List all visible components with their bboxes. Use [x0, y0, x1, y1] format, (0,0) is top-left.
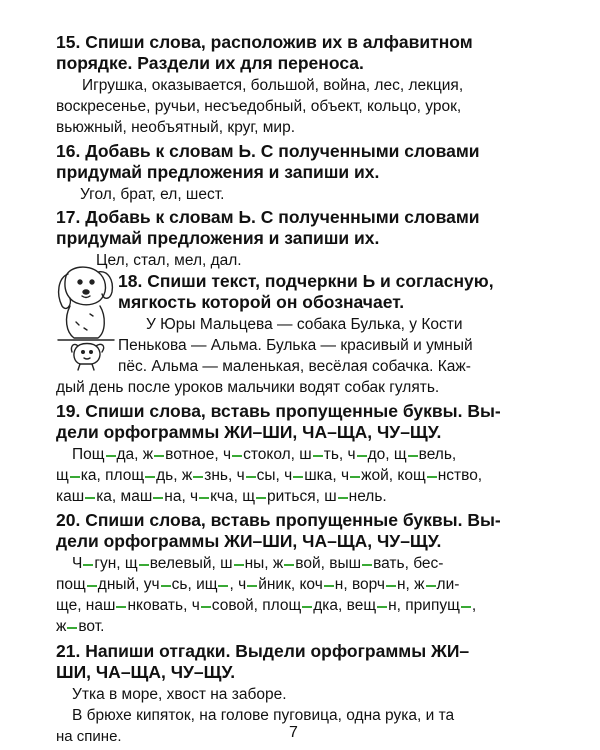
- missing-letter-blank: [256, 497, 266, 499]
- word-fragment: шка, ч: [304, 467, 350, 484]
- exercise-20-heading-line-2: дели орфограммы ЖИ–ШИ, ЧА–ЩА, ЧУ–ЩУ.: [56, 531, 442, 551]
- exercise-18-heading-line-2: мягкость которой он обозначает.: [118, 292, 405, 312]
- page-number: 7: [289, 724, 298, 741]
- word-fragment: вот.: [78, 618, 105, 635]
- word-fragment: совой, площ: [211, 597, 302, 614]
- word-fragment: н, ж: [397, 576, 425, 593]
- missing-letter-blank: [83, 564, 93, 566]
- word-fragment: на, ч: [164, 488, 199, 505]
- exercise-16-text-line-1: Угол, брат, ел, шест.: [80, 186, 225, 203]
- exercise-21-text-line-3: на спине.: [56, 728, 122, 745]
- exercise-17-heading-line-1: 17. Добавь к словам Ь. С полученными словами: [56, 207, 480, 227]
- exercise-20-heading-line-1: 20. Спиши слова, вставь пропущенные буквы. Вы-: [56, 510, 501, 530]
- word-fragment: ж: [56, 618, 67, 635]
- word-fragment: до, щ: [367, 446, 407, 463]
- word-fragment: жой, кощ: [361, 467, 426, 484]
- exercise-18-text-line-1: У Юры Мальцева — собака Булька, у Кости: [146, 316, 463, 333]
- word-fragment: гун, щ: [94, 555, 138, 572]
- missing-letter-blank: [106, 455, 116, 457]
- word-fragment: ка, маш: [96, 488, 153, 505]
- exercise-20-text-line-3: [56, 595, 476, 616]
- exercise-19-heading-line-2: дели орфограммы ЖИ–ШИ, ЧА–ЩА, ЧУ–ЩУ.: [56, 422, 442, 442]
- word-fragment: да, ж: [116, 446, 154, 463]
- word-fragment: каш: [56, 488, 85, 505]
- exercise-21-text-line-1: Утка в море, хвост на заборе.: [72, 686, 287, 703]
- missing-letter-blank: [67, 627, 77, 629]
- word-fragment: велевый, ш: [149, 555, 233, 572]
- exercise-18-text-line-4: дый день после уроков мальчики водят собак гулять.: [56, 379, 440, 396]
- exercise-19-heading-line-1: 19. Спиши слова, вставь пропущенные буквы. Вы-: [56, 401, 501, 421]
- word-fragment: н, припущ: [388, 597, 460, 614]
- exercise-18-text-line-2: Пенькова — Альма. Булька — красивый и умный: [118, 337, 473, 354]
- word-fragment: сь, ищ: [171, 576, 218, 593]
- missing-letter-blank: [408, 455, 418, 457]
- missing-letter-blank: [154, 455, 164, 457]
- exercise-15-heading-line-2: порядке. Раздели их для переноса.: [56, 53, 364, 73]
- word-fragment: кча, щ: [210, 488, 255, 505]
- missing-letter-blank: [139, 564, 149, 566]
- word-fragment: дный, уч: [97, 576, 160, 593]
- missing-letter-blank: [145, 476, 155, 478]
- word-fragment: вель,: [418, 446, 457, 463]
- exercise-19-text-line-3: [56, 486, 387, 507]
- word-fragment: нель.: [348, 488, 387, 505]
- word-fragment: ка, площ: [80, 467, 145, 484]
- exercise-15-heading-line-1: 15. Спиши слова, расположив их в алфавитном: [56, 32, 473, 52]
- missing-letter-blank: [85, 497, 95, 499]
- missing-letter-blank: [153, 497, 163, 499]
- word-fragment: риться, ш: [266, 488, 337, 505]
- exercise-16-heading-line-2: придумай предложения и запиши их.: [56, 162, 380, 182]
- word-fragment: нковать, ч: [127, 597, 200, 614]
- dog-puppies-illustration: [54, 262, 118, 372]
- exercise-17-heading-line-2: придумай предложения и запиши их.: [56, 228, 380, 248]
- exercise-21-text-line-2: В брюхе кипяток, на голове пуговица, одна рука, и та: [72, 707, 455, 724]
- missing-letter-blank: [350, 476, 360, 478]
- exercise-15-text-line-2: воскресенье, ручьи, несъедобный, объект, кольцо, урок,: [56, 98, 462, 115]
- missing-letter-blank: [87, 585, 97, 587]
- word-fragment: стокол, ш: [243, 446, 312, 463]
- exercise-18-text-line-3: пёс. Альма — маленькая, весёлая собачка. Каж-: [118, 358, 471, 375]
- word-fragment: ны, ж: [244, 555, 284, 572]
- exercise-15-text-line-3: вьюжный, необъятный, круг, мир.: [56, 119, 296, 136]
- word-fragment: йник, коч: [258, 576, 323, 593]
- word-fragment: Пощ: [72, 446, 105, 463]
- missing-letter-blank: [313, 455, 323, 457]
- word-fragment: дка, вещ: [313, 597, 377, 614]
- word-fragment: ,: [471, 597, 477, 614]
- missing-letter-blank: [377, 606, 387, 608]
- missing-letter-blank: [193, 476, 203, 478]
- word-fragment: ли-: [436, 576, 460, 593]
- word-fragment: ще, наш: [56, 597, 116, 614]
- exercise-21-heading-line-2: ШИ, ЧА–ЩА, ЧУ–ЩУ.: [56, 662, 236, 682]
- missing-letter-blank: [247, 585, 257, 587]
- missing-letter-blank: [338, 497, 348, 499]
- missing-letter-blank: [246, 476, 256, 478]
- exercise-20-text-line-2: [56, 574, 459, 595]
- missing-letter-blank: [284, 564, 294, 566]
- word-fragment: сы, ч: [256, 467, 293, 484]
- missing-letter-blank: [427, 476, 437, 478]
- exercise-18-heading-line-1: 18. Спиши текст, подчеркни Ь и согласную,: [118, 271, 494, 291]
- word-fragment: нство,: [437, 467, 483, 484]
- word-fragment: щ: [56, 467, 69, 484]
- word-fragment: н, ворч: [334, 576, 385, 593]
- exercise-17-text-line-1: Цел, стал, мел, дал.: [96, 252, 242, 269]
- exercise-20-text-line-1: [72, 553, 443, 574]
- exercise-15-text-line-1: Игрушка, оказывается, большой, война, лес, лекция,: [82, 77, 464, 94]
- missing-letter-blank: [461, 606, 471, 608]
- word-fragment: ть, ч: [323, 446, 356, 463]
- exercise-19-text-line-2: [56, 465, 482, 486]
- word-fragment: вотное, ч: [165, 446, 232, 463]
- exercise-21-heading-line-1: 21. Напиши отгадки. Выдели орфограммы ЖИ–: [56, 641, 470, 661]
- exercise-16-heading-line-1: 16. Добавь к словам Ь. С полученными словами: [56, 141, 480, 161]
- word-fragment: дь, ж: [156, 467, 193, 484]
- missing-letter-blank: [116, 606, 126, 608]
- missing-letter-blank: [161, 585, 171, 587]
- missing-letter-blank: [386, 585, 396, 587]
- word-fragment: пощ: [56, 576, 86, 593]
- missing-letter-blank: [70, 476, 80, 478]
- missing-letter-blank: [199, 497, 209, 499]
- exercise-20-text-line-4: [56, 616, 104, 637]
- missing-letter-blank: [232, 455, 242, 457]
- missing-letter-blank: [302, 606, 312, 608]
- missing-letter-blank: [362, 564, 372, 566]
- missing-letter-blank: [324, 585, 334, 587]
- exercise-19-text-line-1: [72, 444, 456, 465]
- missing-letter-blank: [293, 476, 303, 478]
- missing-letter-blank: [218, 585, 228, 587]
- word-fragment: , ч: [229, 576, 247, 593]
- word-fragment: знь, ч: [204, 467, 245, 484]
- missing-letter-blank: [357, 455, 367, 457]
- word-fragment: вать, бес-: [373, 555, 444, 572]
- word-fragment: вой, выш: [295, 555, 362, 572]
- missing-letter-blank: [426, 585, 436, 587]
- missing-letter-blank: [234, 564, 244, 566]
- missing-letter-blank: [201, 606, 211, 608]
- word-fragment: Ч: [72, 555, 83, 572]
